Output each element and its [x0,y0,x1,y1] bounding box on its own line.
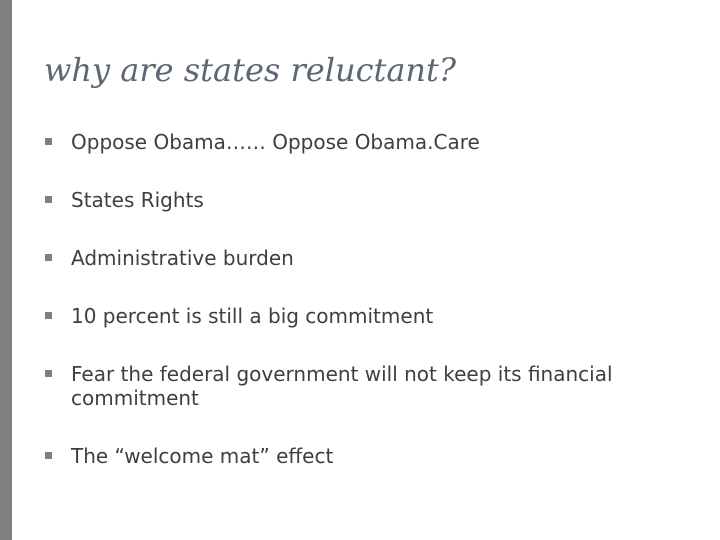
square-bullet-icon [45,312,52,319]
bullet-text: Fear the federal government will not keep its financial commitment [71,362,613,410]
bullet-text: Oppose Obama…… Oppose Obama.Care [71,130,480,154]
left-accent-bar [0,0,12,540]
bullet-item [44,246,684,270]
slide-title: why are states reluctant? [44,51,457,89]
square-bullet-icon [45,196,52,203]
bullet-text: States Rights [71,188,204,212]
bullet-list [44,130,684,502]
square-bullet-icon [45,370,52,377]
bullet-item [44,444,684,468]
bullet-item [44,130,684,154]
bullet-text: The “welcome mat” effect [71,444,334,468]
square-bullet-icon [45,452,52,459]
bullet-text: 10 percent is still a big commitment [71,304,434,328]
bullet-text: Administrative burden [71,246,294,270]
square-bullet-icon [45,138,52,145]
bullet-item [44,304,684,328]
bullet-item [44,188,684,212]
bullet-item [44,362,684,410]
square-bullet-icon [45,254,52,261]
